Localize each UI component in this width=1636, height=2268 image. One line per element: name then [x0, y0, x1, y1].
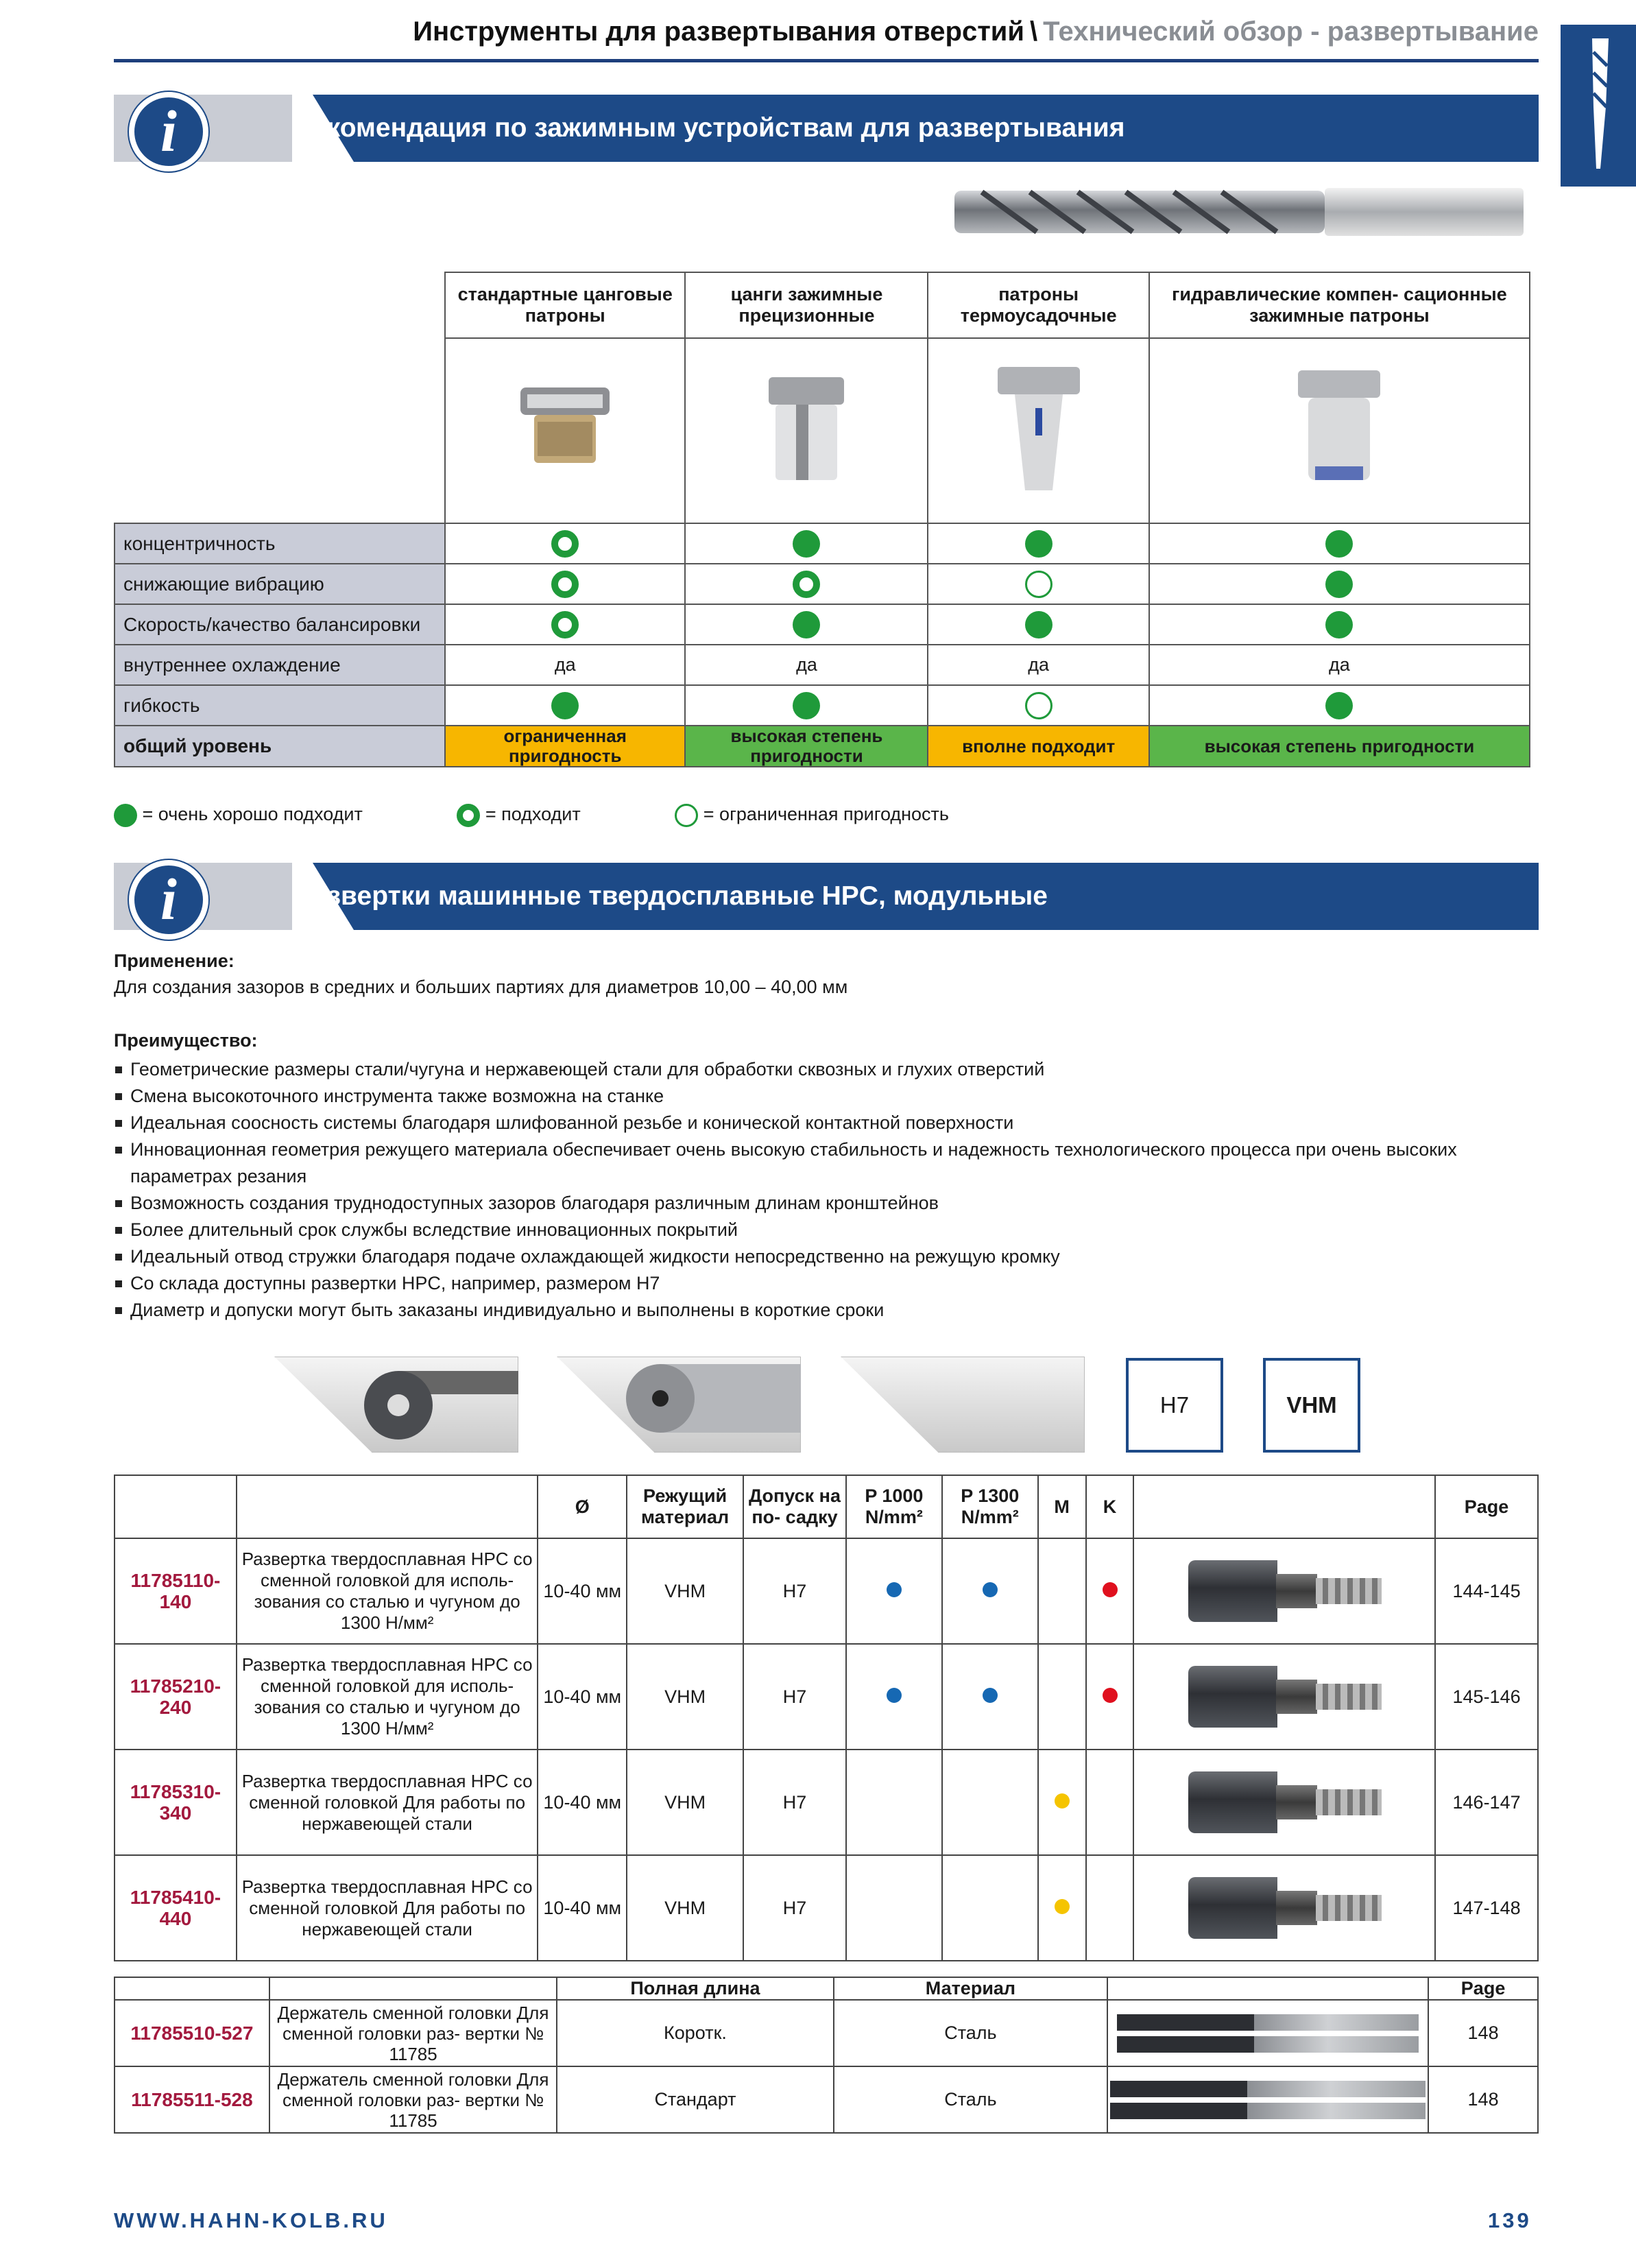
header-subtitle: Технический обзор - развертывание — [1043, 16, 1539, 47]
application-heading: Применение: — [114, 951, 234, 971]
column-header: цанги зажимные прецизионные — [685, 272, 928, 338]
section-banner-hpc — [114, 863, 1539, 930]
product-description: Держатель сменной головки Для сменной головки раз- вертки № 11785 — [269, 2000, 557, 2066]
table-row — [115, 564, 1530, 604]
article-code-link[interactable]: 11785510-527 — [115, 2000, 269, 2066]
table-row — [115, 1644, 1538, 1750]
steel-dot-icon — [887, 1582, 902, 1597]
very-good-dot-icon — [551, 692, 579, 719]
column-header-image — [1133, 1475, 1435, 1538]
article-code-link[interactable]: 11785110- 140 — [115, 1538, 237, 1644]
article-code-link[interactable]: 11785210- 240 — [115, 1644, 237, 1750]
website-link[interactable]: WWW.HAHN-KOLB.RU — [114, 2208, 388, 2232]
page-ref: 145-146 — [1435, 1644, 1538, 1750]
cutting-material: VHM — [627, 1538, 743, 1644]
chapter-tab — [1561, 25, 1636, 187]
product-description: Развертка твердосплавная HPC со сменной головкой для исполь- зования со сталью и чугуном до 1300 Н/мм² — [237, 1644, 538, 1750]
column-header: Полная длина — [557, 1977, 833, 2000]
info-icon: i — [129, 860, 208, 940]
very-good-dot-icon — [1325, 611, 1353, 638]
row-label: снижающие вибрацию — [115, 564, 445, 604]
legend-label: = ограниченная пригодность — [703, 804, 949, 825]
very-good-dot-icon — [1325, 530, 1353, 558]
list-item: Инновационная геометрия режущего материала обеспечивает очень высокую стабильность и надежность технологического процесса при очень высоких параметрах резания — [114, 1136, 1540, 1190]
very-good-dot-icon — [1025, 611, 1052, 638]
table-row-overall — [115, 726, 1530, 767]
header-separator: \ — [1029, 16, 1038, 47]
cast-iron-dot-icon — [1103, 1688, 1118, 1703]
suitable-dot-icon — [551, 611, 579, 638]
column-header-code — [115, 1475, 237, 1538]
limited-dot-icon — [1025, 692, 1052, 719]
chuck-image-precision-collet — [685, 338, 928, 523]
overall-level: высокая степень пригодности — [685, 726, 928, 767]
diameter: 10-40 мм — [538, 1644, 627, 1750]
article-code-link[interactable]: 11785511-528 — [115, 2066, 269, 2133]
diameter: 10-40 мм — [538, 1538, 627, 1644]
column-header: P 1000 N/mm² — [846, 1475, 942, 1538]
material: Сталь — [834, 2066, 1107, 2133]
list-item: Смена высокоточного инструмента также возможна на станке — [114, 1083, 1540, 1110]
table-row — [115, 2000, 1538, 2066]
column-header-desc — [237, 1475, 538, 1538]
column-header-image — [1107, 1977, 1428, 2000]
page-header — [114, 16, 1539, 56]
section-banner-clamping — [114, 95, 1539, 162]
chuck-image-shrink-fit — [928, 338, 1148, 523]
list-item: Диаметр и допуски могут быть заказаны индивидуально и выполнены в короткие сроки — [114, 1297, 1540, 1324]
very-good-dot-icon — [114, 804, 137, 827]
very-good-dot-icon — [1325, 571, 1353, 598]
column-header: M — [1038, 1475, 1086, 1538]
steel-dot-icon — [983, 1582, 998, 1597]
product-description: Развертка твердосплавная HPC со сменной головкой Для работы по нержавеющей стали — [237, 1855, 538, 1961]
column-header: Допуск на по- садку — [743, 1475, 846, 1538]
column-header: Режущий материал — [627, 1475, 743, 1538]
list-item: Идеальный отвод стружки благодаря подаче охлаждающей жидкости непосредственно на режущую кромку — [114, 1243, 1540, 1270]
limited-dot-icon — [675, 804, 698, 827]
info-icon: i — [129, 92, 208, 171]
cutting-head-thumbnail — [274, 1357, 518, 1453]
holder-table — [114, 1977, 1539, 2134]
cell-value: да — [685, 645, 928, 685]
reamer-head-image — [1181, 1553, 1387, 1629]
cutting-material: VHM — [627, 1644, 743, 1750]
legend-label: = подходит — [485, 804, 581, 825]
overall-level: ограниченная пригодность — [445, 726, 685, 767]
row-label: общий уровень — [115, 726, 445, 767]
table-row — [115, 2066, 1538, 2133]
very-good-dot-icon — [1325, 692, 1353, 719]
overall-level: высокая степень пригодности — [1149, 726, 1530, 767]
application-text: Для создания зазоров в средних и больших партиях для диаметров 10,00 – 40,00 мм — [114, 977, 848, 997]
page-ref: 144-145 — [1435, 1538, 1538, 1644]
list-item: Более длительный срок службы вследствие инновационных покрытий — [114, 1217, 1540, 1243]
list-item: Возможность создания труднодоступных зазоров благодаря различным длинам кронштейнов — [114, 1190, 1540, 1217]
page-number: 139 — [1488, 2208, 1532, 2232]
holder-image — [1107, 2066, 1428, 2133]
cell-value: да — [1149, 645, 1530, 685]
section-title: Рекомендация по зажимным устройствам для развертывания — [295, 113, 1125, 143]
reamer-head-image — [1181, 1765, 1387, 1840]
stainless-dot-icon — [1055, 1793, 1070, 1809]
overall-level: вполне подходит — [928, 726, 1148, 767]
product-description: Развертка твердосплавная HPC со сменной головкой для исполь- зования со сталью и чугуном до 1300 Н/мм² — [237, 1538, 538, 1644]
column-header-code — [115, 1977, 269, 2000]
suitable-dot-icon — [457, 804, 480, 827]
material: Сталь — [834, 2000, 1107, 2066]
row-label: гибкость — [115, 685, 445, 726]
table-row — [115, 685, 1530, 726]
product-description: Развертка твердосплавная HPC со сменной головкой Для работы по нержавеющей стали — [237, 1750, 538, 1855]
list-item: Со склада доступны развертки HPC, например, размером H7 — [114, 1270, 1540, 1297]
row-label: концентричность — [115, 523, 445, 564]
article-code-link[interactable]: 11785410- 440 — [115, 1855, 237, 1961]
list-item: Геометрические размеры стали/чугуна и нержавеющей стали для обработки сквозных и глухих отверстий — [114, 1056, 1540, 1083]
page-ref: 148 — [1428, 2066, 1538, 2133]
column-header: Page — [1435, 1475, 1538, 1538]
tolerance-tag: H7 — [1126, 1358, 1223, 1453]
material-tag: VHM — [1263, 1358, 1360, 1453]
column-header: патроны термоусадочные — [928, 272, 1148, 338]
table-row — [115, 1855, 1538, 1961]
diameter: 10-40 мм — [538, 1750, 627, 1855]
table-row — [115, 1750, 1538, 1855]
legend-label: = очень хорошо подходит — [142, 804, 363, 825]
column-header: Page — [1428, 1977, 1538, 2000]
advantages-list — [114, 1056, 1540, 1324]
tolerance: H7 — [743, 1538, 846, 1644]
table-corner — [115, 272, 445, 338]
tolerance: H7 — [743, 1855, 846, 1961]
cutting-material: VHM — [627, 1855, 743, 1961]
chuck-image-collet — [445, 338, 685, 523]
coolant-bore-thumbnail — [557, 1357, 801, 1453]
table-row — [115, 523, 1530, 564]
reamer-icon — [1561, 25, 1636, 187]
suitable-dot-icon — [551, 571, 579, 598]
cutting-material: VHM — [627, 1750, 743, 1855]
overall-length: Стандарт — [557, 2066, 833, 2133]
advantages-heading: Преимущество: — [114, 1030, 258, 1051]
row-label: Скорость/качество балансировки — [115, 604, 445, 645]
surface-thumbnail — [841, 1357, 1085, 1453]
cell-value: да — [928, 645, 1148, 685]
column-header-desc — [269, 1977, 557, 2000]
page-ref: 147-148 — [1435, 1855, 1538, 1961]
table-row — [115, 604, 1530, 645]
header-title: Инструменты для развертывания отверстий — [413, 16, 1024, 47]
row-label: внутреннее охлаждение — [115, 645, 445, 685]
very-good-dot-icon — [793, 611, 820, 638]
suitable-dot-icon — [551, 530, 579, 558]
column-header: P 1300 N/mm² — [942, 1475, 1038, 1538]
table-row — [115, 1538, 1538, 1644]
section-title: Развертки машинные твердосплавные HPC, модульные — [295, 881, 1048, 911]
column-header: Материал — [834, 1977, 1107, 2000]
cast-iron-dot-icon — [1103, 1582, 1118, 1597]
header-rule — [114, 59, 1539, 62]
steel-dot-icon — [983, 1688, 998, 1703]
very-good-dot-icon — [793, 692, 820, 719]
diameter: 10-40 мм — [538, 1855, 627, 1961]
stainless-dot-icon — [1055, 1899, 1070, 1914]
legend — [114, 804, 1038, 827]
cell-value: да — [445, 645, 685, 685]
list-item: Идеальная соосность системы благодаря шлифованной резьбе и конической контактной поверхности — [114, 1110, 1540, 1136]
column-header: K — [1086, 1475, 1134, 1538]
chuck-image-hydraulic — [1149, 338, 1530, 523]
product-table — [114, 1475, 1539, 1961]
page-ref: 146-147 — [1435, 1750, 1538, 1855]
column-header: гидравлические компен- сационные зажимные патроны — [1149, 272, 1530, 338]
overall-length: Коротк. — [557, 2000, 833, 2066]
product-description: Держатель сменной головки Для сменной головки раз- вертки № 11785 — [269, 2066, 557, 2133]
chuck-comparison-table — [114, 272, 1530, 767]
tolerance: H7 — [743, 1750, 846, 1855]
tolerance: H7 — [743, 1644, 846, 1750]
article-code-link[interactable]: 11785310- 340 — [115, 1750, 237, 1855]
very-good-dot-icon — [793, 530, 820, 558]
table-row — [115, 645, 1530, 685]
suitable-dot-icon — [793, 571, 820, 598]
page-ref: 148 — [1428, 2000, 1538, 2066]
column-header: стандартные цанговые патроны — [445, 272, 685, 338]
reamer-head-image — [1181, 1659, 1387, 1734]
holder-image — [1107, 2000, 1428, 2066]
reamer-head-image — [1181, 1870, 1387, 1946]
steel-dot-icon — [887, 1688, 902, 1703]
table-corner — [115, 338, 445, 523]
reamer-image — [954, 185, 1524, 240]
very-good-dot-icon — [1025, 530, 1052, 558]
limited-dot-icon — [1025, 571, 1052, 598]
column-header: Ø — [538, 1475, 627, 1538]
